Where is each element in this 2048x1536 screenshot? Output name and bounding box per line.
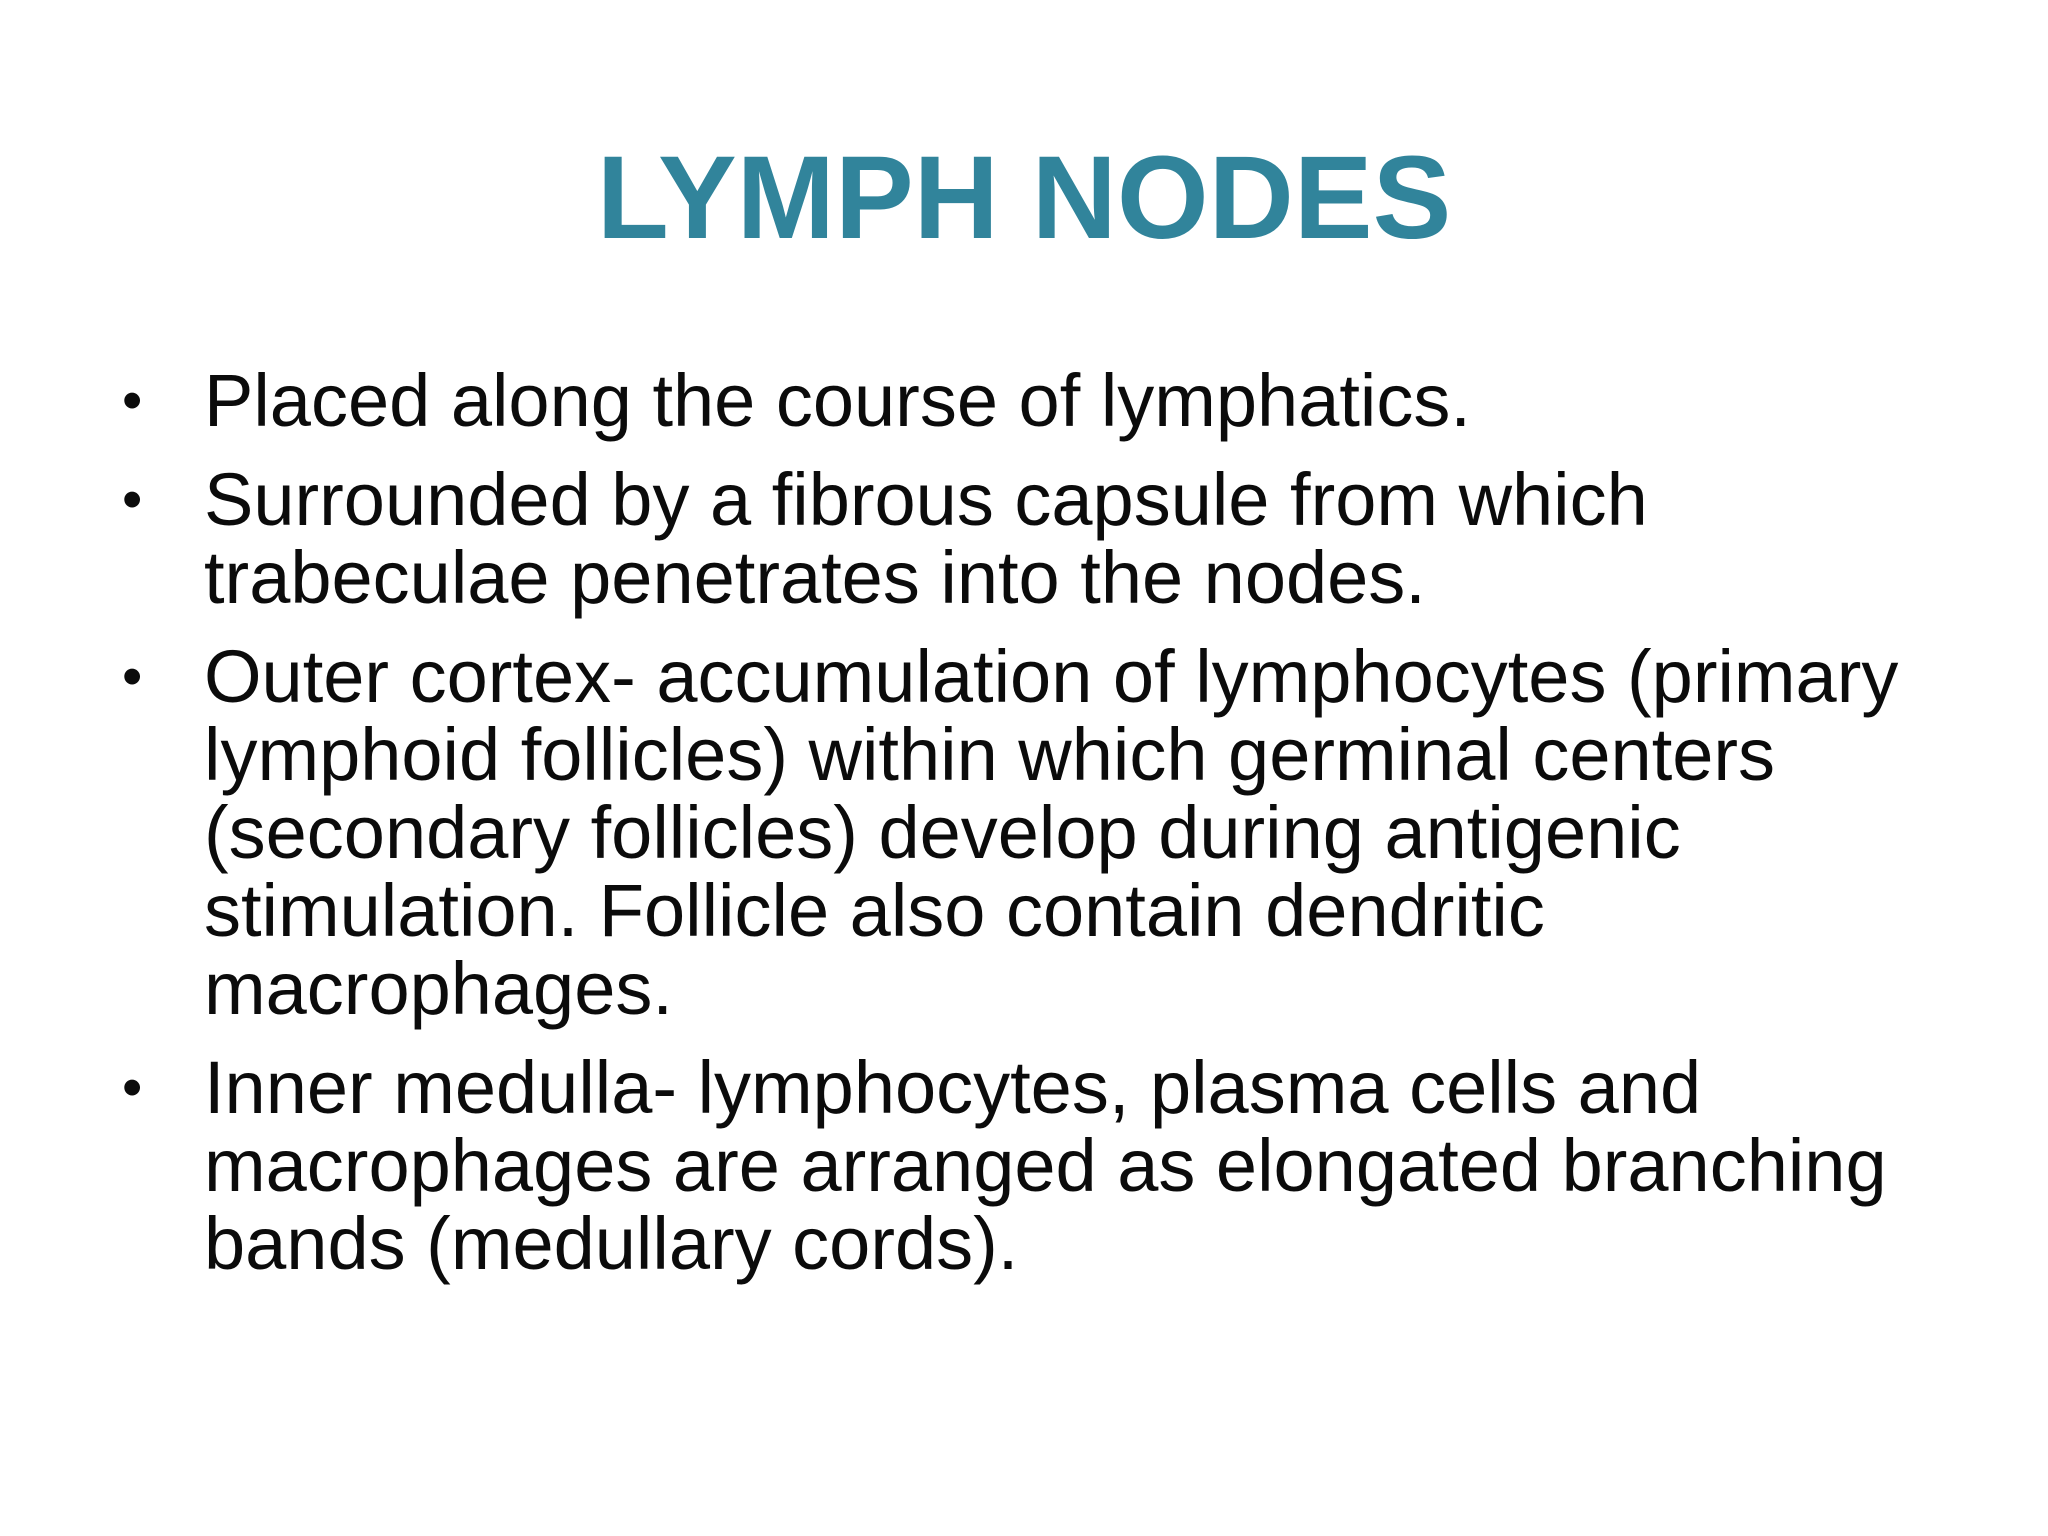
bullet-list [122, 359, 1952, 1304]
bullet-text: Outer cortex- accumulation of lymphocytes (primary lymphoid follicles) within which germinal centers (secondary follicles) develop during antigenic stimulation. Follicle also contain dendritic macrophages. [204, 635, 1899, 1030]
list-item [122, 635, 1952, 1030]
list-item [122, 458, 1952, 619]
list-item [122, 1046, 1952, 1285]
bullet-text: Placed along the course of lymphatics. [204, 359, 1471, 442]
bullet-text: Inner medulla- lymphocytes, plasma cells and macrophages are arranged as elongated branching bands (medullary cords). [204, 1046, 1887, 1285]
bullet-icon: • [122, 1055, 143, 1120]
bullet-icon: • [122, 467, 143, 532]
slide-title: LYMPH NODES [596, 132, 1452, 264]
bullet-icon: • [122, 368, 143, 433]
list-item [122, 359, 1952, 442]
bullet-icon: • [122, 644, 143, 709]
bullet-text: Surrounded by a fibrous capsule from which trabeculae penetrates into the nodes. [204, 458, 1648, 619]
